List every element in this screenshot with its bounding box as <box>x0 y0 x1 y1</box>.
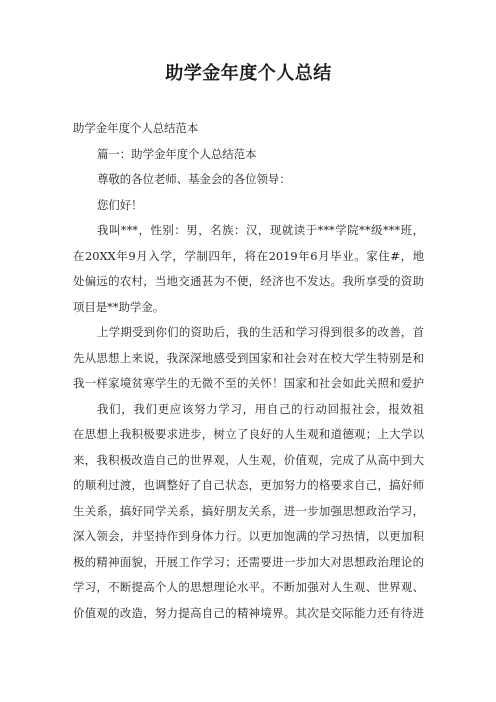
body-line: 的顺利过渡，也调整好了自己状态，更加努力的格要求自己，搞好师 <box>73 478 424 492</box>
body-line-salutation: 尊敬的各位老师、基金会的各位领导： <box>97 172 291 186</box>
body-line: 处偏远的农村，当地交通甚为不便，经济也不发达。我所享受的资助 <box>73 274 424 288</box>
body-line: 来，我积极改造自己的世界观，人生观，价值观，完成了从高中到大 <box>73 452 424 467</box>
body-line: 我一样家境贫寒学生的无微不至的关怀！国家和社会如此关照和爱护 <box>73 376 424 390</box>
body-line: 深入领会，并坚持作到身体力行。以更加饱满的学习热情，以更加积 <box>73 529 424 543</box>
body-line: 先从思想上来说，我深深地感受到国家和社会对在校大学生特别是和 <box>73 350 424 365</box>
body-line: 极的精神面貌，开展工作学习；还需要进一步加大对思想政治理论的 <box>73 554 424 569</box>
body-line: 生关系，搞好同学关系，搞好朋友关系，进一步加强思想政治学习， <box>73 503 424 518</box>
document-title: 助学金年度个人总结 <box>165 63 332 84</box>
body-line: 上学期受到你们的资助后，我的生活和学习得到很多的改善，首 <box>97 325 424 339</box>
body-line: 在思想上我积极要求进步，树立了良好的人生观和道德观；上大学以 <box>73 427 424 441</box>
body-line-subtitle: 助学金年度个人总结范本 <box>73 121 199 135</box>
body-line-greeting: 您们好！ <box>97 197 143 212</box>
body-line: 在20XX年9月入学，学制四年，将在2019年6月毕业。家住#，地 <box>73 248 424 263</box>
body-line: 项目是**助学金。 <box>73 299 165 314</box>
body-line: 价值观的改造，努力提高自己的精神境界。其次是交际能力还有待进 <box>73 605 424 620</box>
body-line: 学习，不断提高个人的思想理论水平。不断加强对人生观、世界观、 <box>73 580 424 594</box>
body-line: 我叫***，性别：男，名族：汉，现就读于***学院**级***班， <box>97 223 424 237</box>
body-line-section-heading: 篇一：助学金年度个人总结范本 <box>97 146 257 161</box>
body-line: 我们，我们更应该努力学习，用自己的行动回报社会，报效祖 <box>97 401 424 416</box>
document-body <box>73 116 424 626</box>
